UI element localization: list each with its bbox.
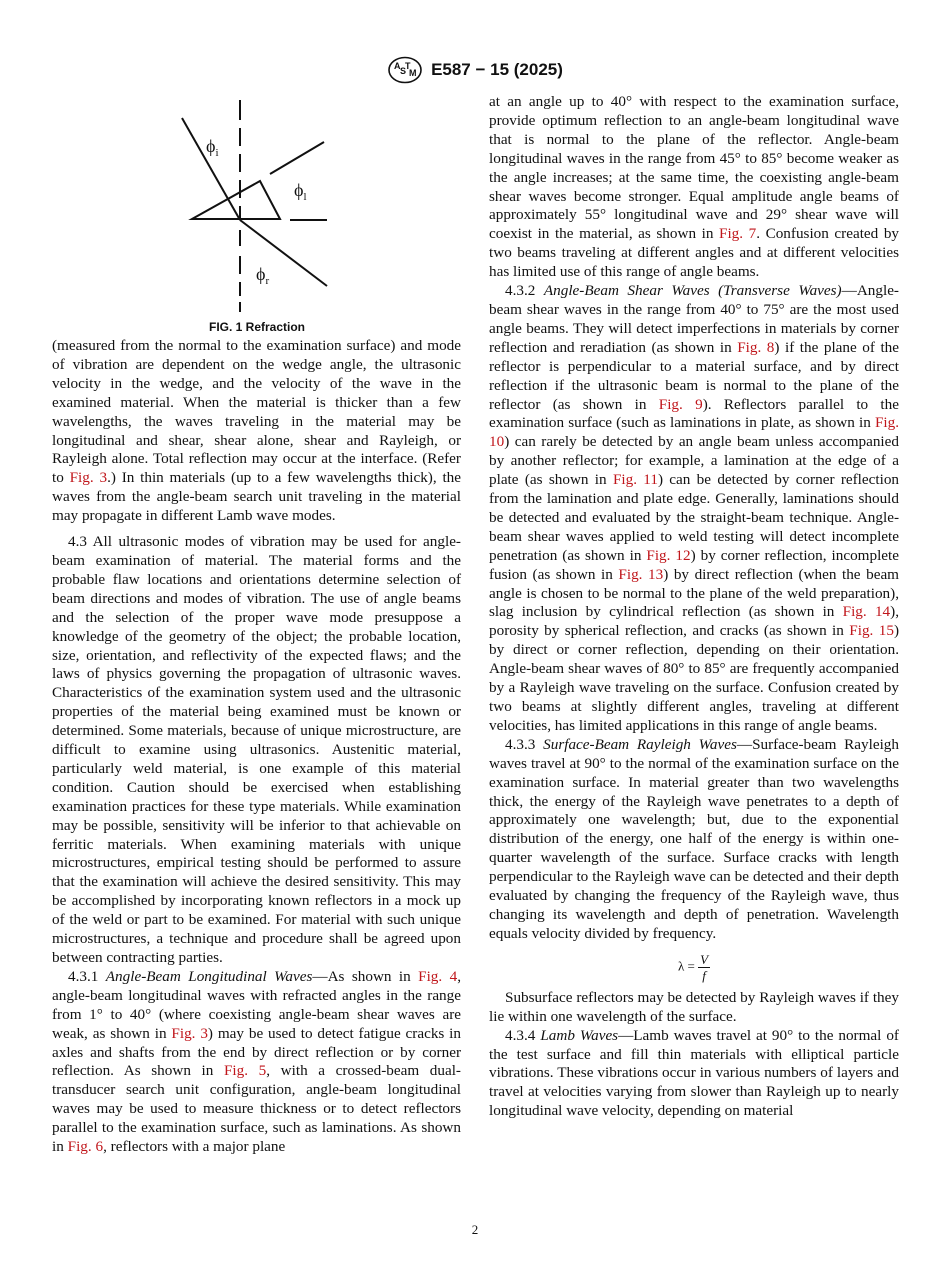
right-column <box>489 93 899 1121</box>
wavelength-equation <box>489 952 899 983</box>
fig11-link[interactable]: Fig. 11 <box>612 471 658 489</box>
fig5-link[interactable]: Fig. 5 <box>223 1062 267 1080</box>
incident-ray <box>182 118 240 220</box>
page-number: 2 <box>471 1222 479 1237</box>
paragraph-4-3-1: 4.3.1 Angle-Beam Longitudinal Waves—As shown in Fig. 4, angle-beam longitudinal waves with refracted angles in the range from 1° to 40° (where coexisting angle-beam shear waves are weak, as shown in Fig. 3) may be used to detect fatigue cracks in axles and shafts from the end by direct reflection or by corner reflection. As shown in Fig. 5, with a crossed-beam dual-transducer search unit configuration, angle-beam longitudinal waves may be used to measure thickness or to detect reflectors parallel to the examination surface, such as laminations. As shown in Fig. 6, reflectors with a major plane <box>52 967 461 1156</box>
fig4-link[interactable]: Fig. 4 <box>418 967 458 985</box>
left-column <box>52 337 461 1157</box>
logo-letter-m: M <box>409 68 417 78</box>
fig8-link[interactable]: Fig. 8 <box>737 338 775 356</box>
fig14-link[interactable]: Fig. 14 <box>842 603 891 621</box>
figure-refraction <box>170 96 340 316</box>
document-designation: E587 − 15 (2025) <box>431 60 563 79</box>
equation-numerator: V <box>700 951 709 967</box>
fig7-link[interactable]: Fig. 7 <box>719 225 757 243</box>
fig13-link[interactable]: Fig. 13 <box>618 565 664 583</box>
label-phi-i: $\phi_i$ <box>206 136 219 159</box>
figure-caption: FIG. 1 Refraction <box>208 320 306 334</box>
label-phi-l: $\phi_l$ <box>294 180 307 203</box>
label-phi-r: $\phi_r$ <box>256 264 270 287</box>
fig6-link[interactable]: Fig. 6 <box>67 1138 104 1156</box>
fig9-link[interactable]: Fig. 9 <box>658 395 703 413</box>
fig12-link[interactable]: Fig. 12 <box>646 546 691 564</box>
logo-letter-a: A <box>394 61 401 71</box>
longitudinal-ray-upper <box>270 142 324 174</box>
fig15-link[interactable]: Fig. 15 <box>849 622 894 640</box>
equation-denominator: f <box>702 967 706 983</box>
paragraph-4-3-2: 4.3.2 Angle-Beam Shear Waves (Transverse Waves)—Angle-beam shear waves in the range from 40° to 75° are the most used angle beams. They will detect imperfections in materials by corner reflection and reradiation (as shown in Fig. 8) if the plane of the reflector is perpendicular to a material surface, and by direct reflection if the ultrasonic beam is normal to the plane of the reflector (as shown in Fig. 9). Reflectors parallel to the examination surface (such as laminations in plate, as shown in Fig. 10) can rarely be detected by an angle beam unless accompanied by another reflector; for example, a lamination at the edge of a plate (as shown in Fig. 11) can be detected by corner reflection from the lamination and plate edge. Generally, laminations should be detected and evaluated by the straight-beam technique. Angle-beam shear waves applied to weld testing will detect incomplete penetration (as shown in Fig. 12) by corner reflection, incomplete fusion (as shown in Fig. 13) by direct reflection (when the beam angle is chosen to be normal to the plane of the weld preparation), slag inclusion by cylindrical reflection (as shown in Fig. 14), porosity by spherical reflection, and cracks (as shown in Fig. 15) by direct or corner reflection, depending on their orientation. Angle-beam shear waves of 80° to 85° are frequently accompanied by a Rayleigh wave traveling on the surface. Confusion created by two beams at slightly different angles, traveling at different velocities, has limited applications in this range of angle beams. <box>489 282 900 734</box>
equation-fraction <box>698 952 710 983</box>
equation-lhs: λ = <box>677 958 695 974</box>
page-header <box>0 55 950 85</box>
paragraph-4-3-4: 4.3.4 Lamb Waves—Lamb waves travel at 90° to the normal of the test surface and fill thin materials with elliptical particle vibrations. These vibrations occur in various numbers of layers and travel at velocities varying from slower than Rayleigh up to nearly longitudinal wave velocity, depending on material <box>489 1026 899 1120</box>
paragraph-4-3-3: 4.3.3 Surface-Beam Rayleigh Waves—Surface-beam Rayleigh waves travel at 90° to the normal of the examination surface on the examination surface. In material greater than two wavelengths thick, the energy of the Rayleigh wave penetrates to a depth of approximately one wavelength; but, due to the exponential distribution of the energy, one half of the energy is within one-quarter wavelength of the surface. Surface cracks with length perpendicular to the Rayleigh wave can be detected and their depth evaluated by changing the frequency of the Rayleigh wave, thus changing its wavelength and depth of penetration. Wavelength equals velocity divided by frequency. <box>489 735 899 942</box>
paragraph-right-1: at an angle up to 40° with respect to the examination surface, provide optimum reflection to an angle-beam longitudinal wave that is normal to the plane of the reflector. Angle-beam longitudinal waves in the range from 45° to 85° become weaker as the angle increases; at the same time, the coexisting angle-beam shear waves become stronger. Equal amplitude angle beams of approximately 55° longitudinal wave and 29° shear wave will coexist in the material, as shown in Fig. 7. Confusion created by two beams traveling at different angles and at different velocities has limited use of this range of angle beams. <box>489 93 900 281</box>
fig10-link[interactable]: Fig. 10 <box>489 414 899 451</box>
paragraph-subsurface: Subsurface reflectors may be detected by Rayleigh waves if they lie within one wavelength of the surface. <box>489 988 899 1025</box>
paragraph-4-3: 4.3 All ultrasonic modes of vibration may be used for angle-beam examination of material. The material forms and the probable flaw locations and orientations determine selection of beam directions and modes of vibration. The use of angle beams and the selection of the proper wave mode presuppose a knowledge of the geometry of the object; the probable location, size, orientation, and reflectivity of the expected flaws; and the laws of physics governing the propagation of ultrasonic waves. Characteristics of the examination system used and the ultrasonic properties of the material being examined must be known or determined. Some materials, because of unique microstructure, are difficult to examine using ultrasonics. Austenitic material, particularly weld material, is one example of this material condition. Caution should be exercised when establishing examination practices for these type materials. While examination may be possible, sensitivity will be inferior to that achievable on ferritic materials. When examining materials with unique microstructures, empirical testing should be performed to assure that the examination will achieve the desired sensitivity. This may be accomplished by incorporating known reflectors in a mock up of the weld or part to be examined. For material with such unique microstructures, a technique and procedure shall be agreed upon between contracting parties. <box>52 533 461 966</box>
refracted-ray <box>240 220 327 286</box>
logo-letter-s: S <box>400 66 407 76</box>
logo-letter-t: T <box>405 61 411 71</box>
fig3-link[interactable]: Fig. 3 <box>69 469 108 487</box>
fig3-link-2[interactable]: Fig. 3 <box>171 1024 208 1042</box>
astm-logo <box>387 56 423 84</box>
paragraph-left-1: (measured from the normal to the examination surface) and mode of vibration are dependent on the wedge angle, the ultrasonic velocity in the wedge, and the velocity of the wave in the examined material. When the material is thicker than a few wavelengths, the waves traveling in the material may be longitudinal and shear, shear alone, shear and Rayleigh, or Rayleigh alone. Total reflection may occur at the interface. (Refer to Fig. 3.) In thin materials (up to a few wavelengths thick), the waves from the angle-beam search unit traveling in the material may propagate in different Lamb wave modes. <box>52 337 461 525</box>
